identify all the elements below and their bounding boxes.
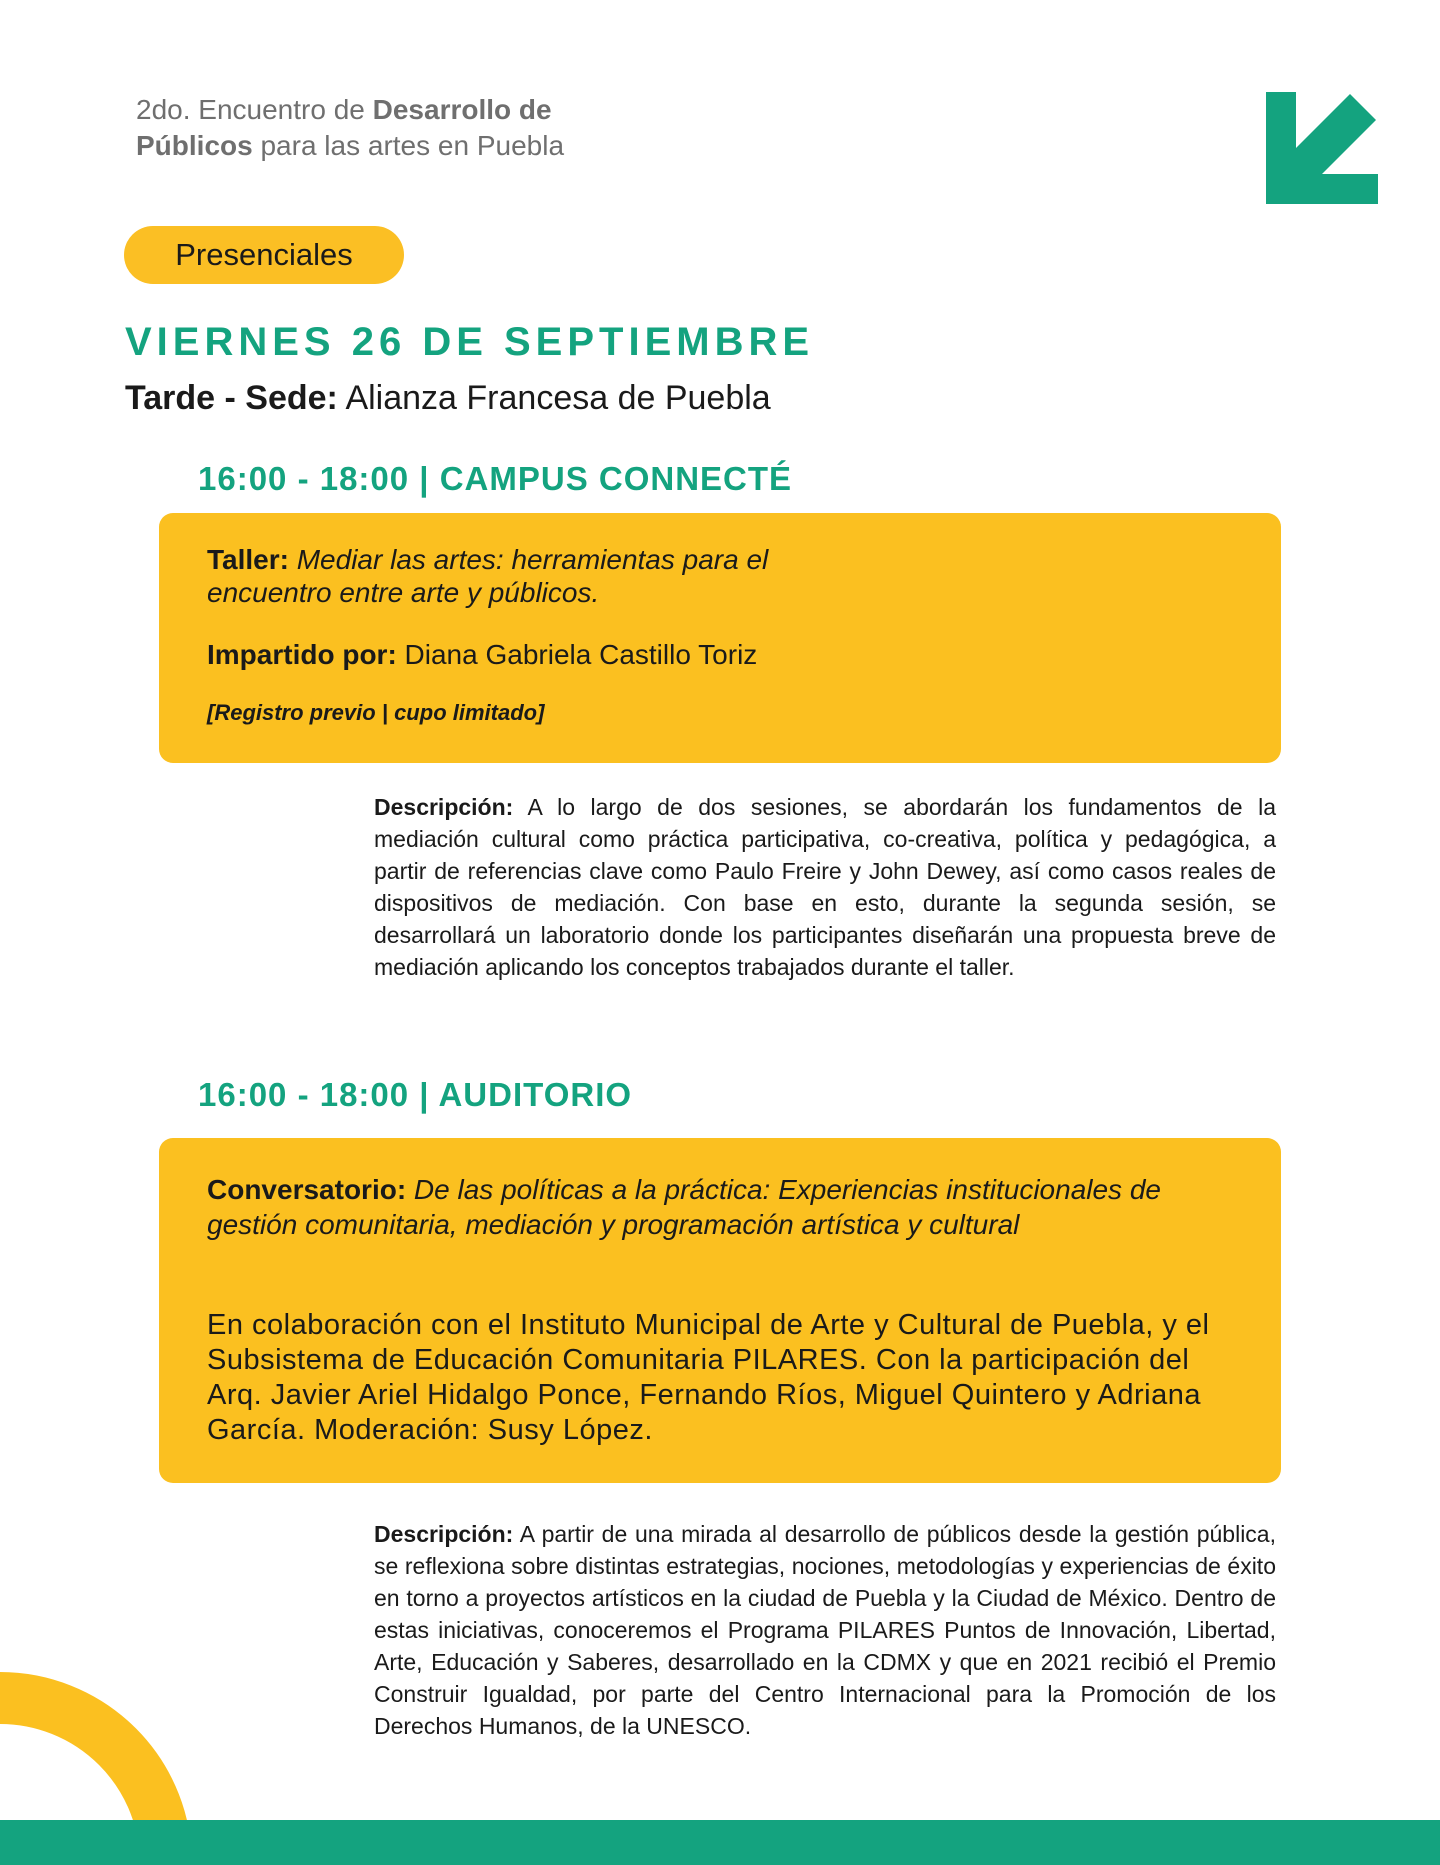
arrow-down-left-icon — [1266, 92, 1378, 204]
session2-description: Descripción: A partir de una mirada al desarrollo de públicos desde la gestión pública, se reflexiona sobre distintas estrategias, nociones, metodologías y experiencias de éxito en torno a proyectos artísticos en la ciudad de Puebla y la Ciudad de México. Dentro de estas iniciativas, conoceremos el Programa PILARES Puntos de Innovación, Libertad, Arte, Educación y Saberes, desarrollado en la CDMX y que en 2021 recibió el Premio Construir Igualdad, por parte del Centro Internacional para la Promoción de los Derechos Humanos, de la UNESCO. — [374, 1521, 1276, 1739]
header-line-2: Públicos para las artes en Puebla — [136, 130, 565, 161]
session2-card — [159, 1138, 1281, 1483]
session2-time-slot: 16:00 - 18:00 | AUDITORIO — [198, 1076, 633, 1113]
session1-time-slot: 16:00 - 18:00 | CAMPUS CONNECTÉ — [198, 460, 793, 497]
event-header — [136, 92, 564, 164]
session1-title: Taller: Mediar las artes: herramientas para el encuentro entre arte y públicos. — [207, 544, 769, 608]
session1-card — [159, 513, 1281, 763]
venue-label: Tarde - Sede: — [125, 379, 338, 417]
session1-registration-note: [Registro previo | cupo limitado] — [207, 700, 545, 725]
header-line-1: 2do. Encuentro de Desarrollo de — [136, 94, 552, 125]
day-title: VIERNES 26 DE SEPTIEMBRE — [125, 320, 815, 364]
session1-description: Descripción: A lo largo de dos sesiones, se abordarán los fundamentos de la mediación cultural como práctica participativa, co-creativa, política y pedagógica, a partir de referencias clave como Paulo Freire y John Dewey, así como casos reales de dispositivos de mediación. Con base en esto, durante la segunda sesión, se desarrollará un laboratorio donde los participantes diseñarán una propuesta breve de mediación aplicando los conceptos trabajados durante el taller. — [374, 794, 1276, 980]
session1-instructor: Impartido por: Diana Gabriela Castillo Toriz — [207, 639, 758, 670]
presenciales-badge: Presenciales — [124, 226, 404, 284]
session2-collaboration-text: En colaboración con el Instituto Municipal de Arte y Cultural de Puebla, y el Subsistema de Educación Comunitaria PILARES. Con la participación del Arq. Javier Ariel Hidalgo Ponce, Fernando Ríos, Miguel Quintero y Adriana García. Moderación: Susy López. — [207, 1309, 1210, 1446]
venue-line — [125, 379, 771, 418]
footer-bar — [0, 1820, 1440, 1865]
session2-title: Conversatorio: De las políticas a la práctica: Experiencias institucionales de gestión comunitaria, mediación y programación artística y cultural — [207, 1174, 1161, 1240]
venue-value: Alianza Francesa de Puebla — [337, 379, 771, 417]
